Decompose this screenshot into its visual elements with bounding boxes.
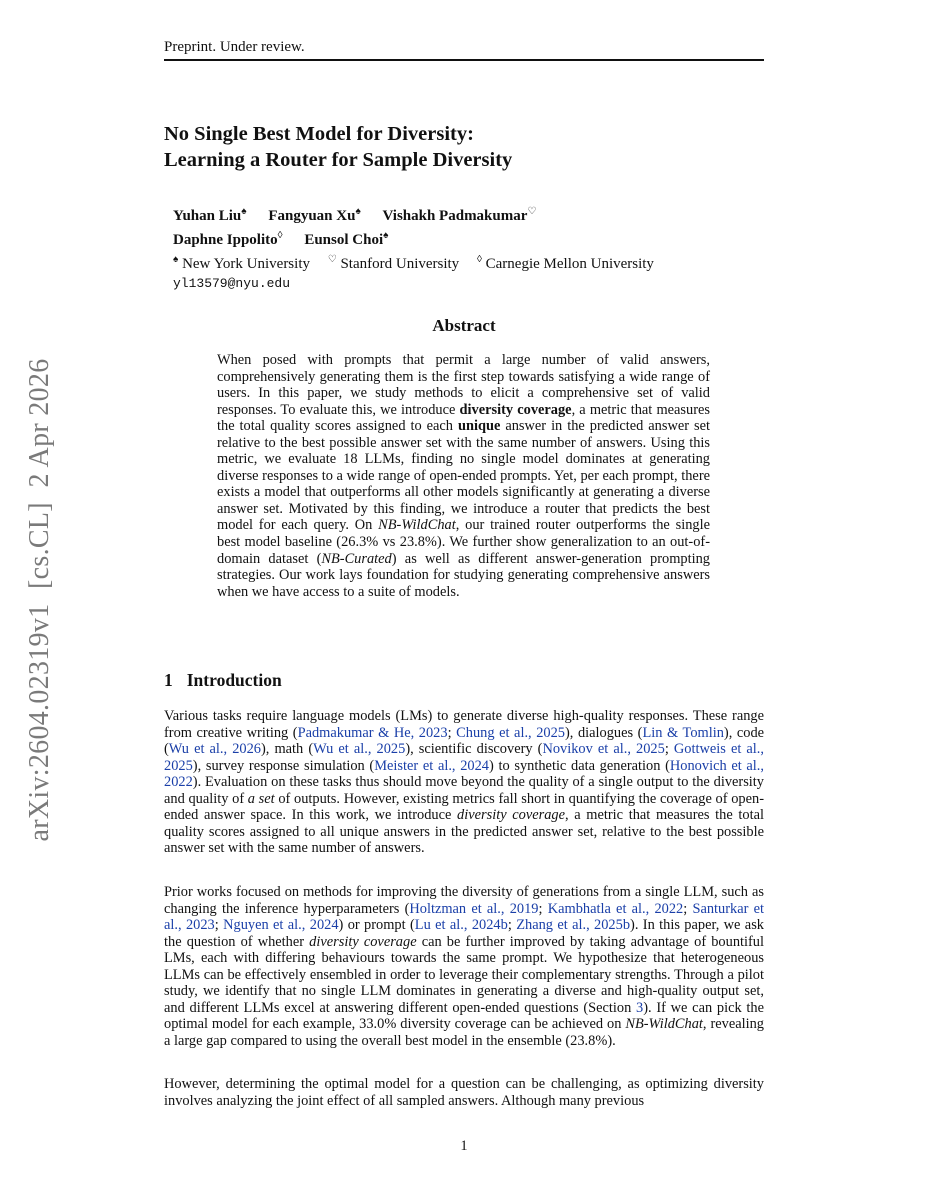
- affiliation: ♠ New York University: [173, 254, 310, 272]
- author-name: Yuhan Liu♠: [173, 206, 247, 224]
- section-heading-introduction: 1 Introduction: [164, 670, 282, 690]
- affiliation: ♡ Stanford University: [327, 254, 460, 272]
- intro-paragraph-2: Prior works focused on methods for improving the diversity of generations from a single LLM, such as changing the inference hyperparameters (Holtzman et al., 2019; Kambhatla et al., 2022; Santurkar et al., 2023; Nguyen et al., 2024) or prompt (Lu et al., 2024b; Zhang et al., 2025b). In this paper, we ask the question of whether diversity coverage can be further improved by taking advantage of bountiful LMs, each with differing behaviours towards the same prompt. We hypothesize that heterogeneous LLMs can be effectively ensembled in order to leverage their complementary strengths. Through a pilot study, we identify that no single LLM dominates in generating a diverse and high-quality output set, and different LLMs excel at answering different open-ended questions (Section 3). If we can pick the optimal model for each example, 33.0% diversity coverage can be achieved on NB-WildChat, revealing a large gap compared to using the overall best model in the ensemble (23.8%).: [164, 884, 765, 1049]
- author-name: Eunsol Choi♠: [304, 230, 389, 248]
- abstract-heading: Abstract: [432, 316, 496, 335]
- author-name: Daphne Ippolito◊: [173, 230, 283, 248]
- citation-link[interactable]: Holtzman et al., 2019: [409, 900, 539, 917]
- author-row-1: [173, 202, 764, 226]
- header-rule: [164, 59, 764, 61]
- paper-title: [164, 121, 764, 173]
- intro-paragraph-3: However, determining the optimal model for a question can be challenging, as optimizing diversity involves analyzing the joint effect of all sampled answers. Although many previous: [164, 1076, 764, 1109]
- citation-link[interactable]: Wu et al., 2026: [168, 741, 261, 758]
- author-row-2: [173, 226, 764, 250]
- citation-link[interactable]: Santurkar et al., 2023: [164, 900, 764, 934]
- section-ref-link[interactable]: 3: [636, 999, 644, 1016]
- citation-link[interactable]: Kambhatla et al., 2022: [547, 900, 684, 917]
- author-name: Vishakh Padmakumar♡: [382, 206, 537, 224]
- citation-link[interactable]: Novikov et al., 2025: [542, 741, 665, 758]
- title-line-2: Learning a Router for Sample Diversity: [164, 149, 513, 171]
- author-block: [173, 202, 764, 293]
- affiliations: [173, 250, 764, 274]
- author-name: Fangyuan Xu♠: [268, 206, 361, 224]
- author-email[interactable]: yl13579@nyu.edu: [173, 276, 291, 291]
- citation-link[interactable]: Nguyen et al., 2024: [223, 917, 339, 934]
- intro-paragraph-1: Various tasks require language models (LMs) to generate diverse high-quality responses. These range from creative writing (Padmakumar & He, 2023; Chung et al., 2025), dialogues (Lin & Tomlin), code (Wu et al., 2026), math (Wu et al., 2025), scientific discovery (Novikov et al., 2025; Gottweis et al., 2025), survey response simulation (Meister et al., 2024) to synthetic data generation (Honovich et al., 2022). Evaluation on these tasks thus should move beyond the quality of a single output to the diversity and quality of a set of outputs. However, existing metrics fall short in quantifying the coverage of open-ended answer space. In this work, we introduce diversity coverage, a metric that measures the total quality scores assigned to all unique answers in the predicted answer set, relative to the best possible answer set with the same number of answers.: [164, 708, 765, 857]
- citation-link[interactable]: Wu et al., 2025: [313, 741, 406, 758]
- citation-link[interactable]: Lin & Tomlin: [642, 724, 724, 741]
- arxiv-stamp: arXiv:2604.02319v1 [cs.CL] 2 Apr 2026: [24, 358, 55, 842]
- citation-link[interactable]: Lu et al., 2024b: [414, 917, 508, 934]
- page-number: 1: [460, 1138, 468, 1154]
- abstract-text: When posed with prompts that permit a large number of valid answers, comprehensively generating them is the first step towards satisfying a wide range of users. In this paper, we study methods to elicit a comprehensive set of valid responses. To evaluate this, we introduce diversity coverage, a metric that measures the total quality scores assigned to each unique answer in the predicted answer set relative to the best possible answer set with the same number of answers. Using this metric, we evaluate 18 LLMs, finding no single model dominates at generating diverse responses to a wide range of open-ended prompts. Yet, per each prompt, there exists a model that outperforms all other models significantly at generating a diverse answer set. Motivated by this finding, we introduce a router that predicts the best model for each query. On NB-WildChat, our trained router outperforms the single best model baseline (26.3% vs 23.8%). We further show generalization to an out-of-domain dataset (NB-Curated) as well as different answer-generation prompting strategies. Our work lays foundation for studying generating comprehensive answers when we have access to a suite of models.: [217, 352, 711, 600]
- citation-link[interactable]: Gottweis et al., 2025: [164, 741, 764, 774]
- affiliation: ◊ Carnegie Mellon University: [476, 254, 654, 272]
- citation-link[interactable]: Meister et al., 2024: [374, 757, 489, 774]
- citation-link[interactable]: Padmakumar & He, 2023: [297, 724, 448, 741]
- citation-link[interactable]: Honovich et al., 2022: [164, 757, 764, 791]
- citation-link[interactable]: Chung et al., 2025: [456, 724, 565, 741]
- citation-link[interactable]: Zhang et al., 2025b: [516, 917, 631, 934]
- title-line-1: No Single Best Model for Diversity:: [164, 123, 474, 145]
- running-header: Preprint. Under review.: [164, 39, 305, 55]
